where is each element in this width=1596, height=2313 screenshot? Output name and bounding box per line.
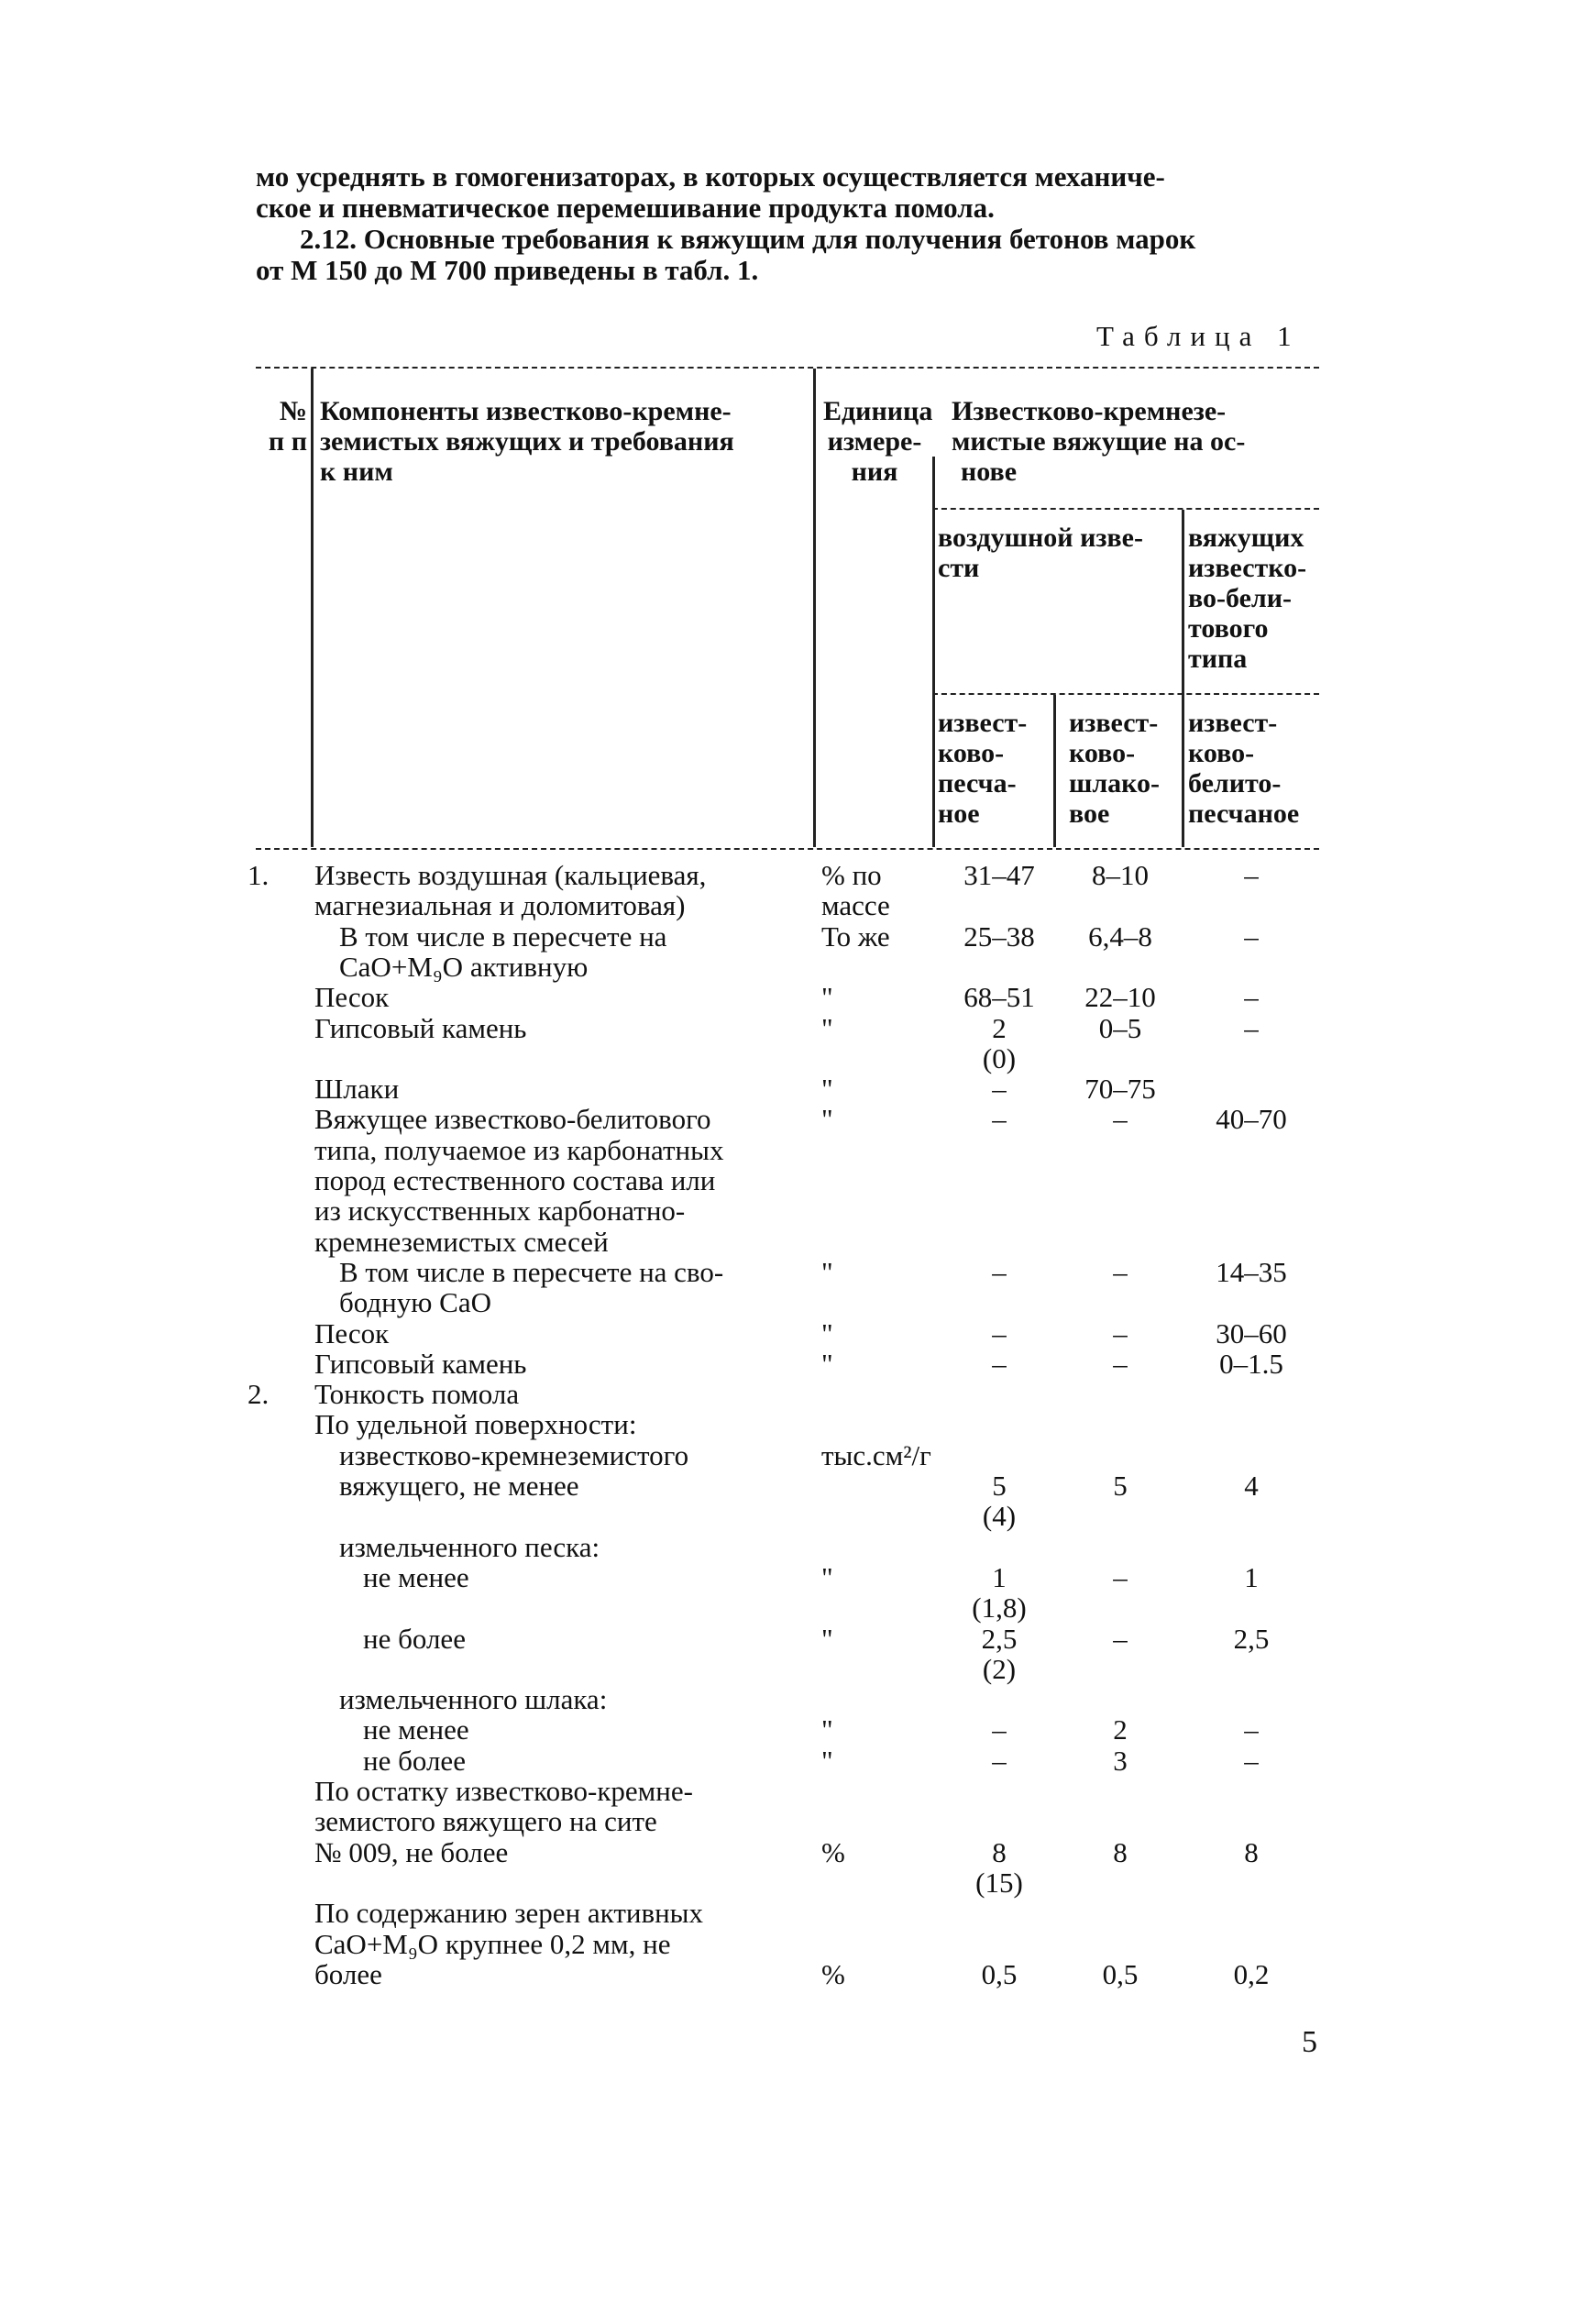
- row-unit: ": [821, 1347, 833, 1380]
- header-unit: Единица измере- ния: [823, 396, 933, 487]
- row-value-belite: 8: [1244, 1835, 1259, 1868]
- table-row: [0, 1379, 1596, 1410]
- row-component: Песок: [314, 1316, 390, 1349]
- row-component: земистого вяжущего на сите: [314, 1805, 657, 1838]
- intro-line-2: ское и пневматическое перемешивание продукта помола.: [256, 192, 995, 224]
- table-row: [0, 1806, 1596, 1837]
- row-value-belite: –: [1244, 859, 1259, 891]
- row-unit: массе: [821, 889, 890, 922]
- table-row: [0, 1409, 1596, 1440]
- table-row: [0, 1013, 1596, 1044]
- table-row: [0, 1501, 1596, 1532]
- row-component: не менее: [363, 1713, 469, 1746]
- row-component: более: [314, 1957, 382, 1990]
- row-unit: ": [821, 1713, 833, 1746]
- row-unit: ": [821, 1011, 833, 1044]
- row-value-slag: 0–5: [1098, 1011, 1142, 1044]
- row-value-sand: –: [992, 1103, 1007, 1136]
- table-row: [0, 1165, 1596, 1196]
- table-row: [0, 1837, 1596, 1868]
- row-value-sand: 68–51: [963, 981, 1035, 1014]
- table-row: [0, 1532, 1596, 1563]
- row-component: CaO+M₉O активную: [339, 950, 589, 983]
- table-row: [0, 1714, 1596, 1746]
- row-component: Шлаки: [314, 1073, 400, 1106]
- intro-line-3: 2.12. Основные требования к вяжущим для получения бетонов марок: [300, 223, 1196, 255]
- row-value-sand: –: [992, 1347, 1007, 1380]
- row-component: Вяжущее известково-белитового: [314, 1103, 711, 1136]
- row-value-sand: 2: [992, 1011, 1007, 1044]
- subgroup-rule: [932, 693, 1319, 695]
- table-row: [0, 1776, 1596, 1807]
- row-value-sand: (1,8): [972, 1592, 1027, 1625]
- table-row: [0, 1562, 1596, 1593]
- table-row: [0, 1257, 1596, 1288]
- row-component: магнезиальная и доломитовая): [314, 889, 686, 922]
- intro-line-1: мо усреднять в гомогенизаторах, в которых осуществляется механиче-: [256, 160, 1165, 193]
- row-value-slag: 70–75: [1084, 1073, 1156, 1106]
- row-unit: ": [821, 1316, 833, 1349]
- row-value-slag: 8–10: [1092, 859, 1149, 891]
- row-value-belite: –: [1244, 920, 1259, 953]
- row-value-sand: 0,5: [981, 1957, 1018, 1990]
- row-value-slag: –: [1113, 1560, 1128, 1593]
- row-value-sand: (2): [982, 1652, 1017, 1685]
- header-bottom-rule: [256, 848, 1319, 850]
- row-component: По остатку известково-кремне-: [314, 1775, 693, 1807]
- table-row: [0, 1104, 1596, 1135]
- row-value-slag: –: [1113, 1316, 1128, 1349]
- row-value-belite: –: [1244, 1713, 1259, 1746]
- table-row: [0, 1195, 1596, 1227]
- row-unit: %: [821, 1835, 845, 1868]
- row-component: Известь воздушная (кальциевая,: [314, 859, 707, 891]
- row-value-belite: 30–60: [1216, 1316, 1287, 1349]
- table-row: [0, 1440, 1596, 1471]
- row-value-belite: 0,2: [1233, 1957, 1270, 1990]
- table-row: [0, 1746, 1596, 1777]
- row-component: По содержанию зерен активных: [314, 1897, 704, 1930]
- row-value-belite: 1: [1244, 1560, 1259, 1593]
- row-component: измельченного шлака:: [339, 1683, 608, 1716]
- row-value-sand: 31–47: [963, 859, 1035, 891]
- binders-rule: [932, 508, 1319, 510]
- table-row: [0, 1684, 1596, 1715]
- table-row: [0, 1654, 1596, 1685]
- row-unit: ": [821, 1744, 833, 1777]
- row-value-slag: –: [1113, 1347, 1128, 1380]
- table-row: [0, 860, 1596, 891]
- header-col2: извест- ково- шлако- вое: [1069, 708, 1161, 829]
- row-component: типа, получаемое из карбонатных: [314, 1133, 724, 1166]
- row-value-sand: –: [992, 1073, 1007, 1106]
- col-divider-airlime: [1182, 510, 1184, 847]
- row-component: вяжущего, не менее: [339, 1470, 579, 1502]
- row-component: известково-кремнеземистого: [339, 1438, 689, 1471]
- row-value-belite: 4: [1244, 1470, 1259, 1502]
- col-divider-v1: [1053, 695, 1056, 847]
- row-component: По удельной поверхности:: [314, 1408, 637, 1441]
- table-row: [0, 1867, 1596, 1899]
- row-unit: ": [821, 1073, 833, 1106]
- table-row: [0, 1470, 1596, 1502]
- row-value-belite: 14–35: [1216, 1255, 1287, 1288]
- row-unit: ": [821, 1622, 833, 1655]
- table-row: [0, 921, 1596, 953]
- table-row: [0, 952, 1596, 983]
- table-row: [0, 1227, 1596, 1258]
- row-component: Гипсовый камень: [314, 1011, 527, 1044]
- row-component: измельченного песка:: [339, 1530, 600, 1563]
- row-component: не менее: [363, 1560, 469, 1593]
- row-value-slag: 0,5: [1102, 1957, 1139, 1990]
- header-binders: Известково-кремнезе- мистые вяжущие на ос- нове: [952, 396, 1246, 487]
- row-unit: ": [821, 1103, 833, 1136]
- row-value-slag: –: [1113, 1255, 1128, 1288]
- row-unit: % по: [821, 859, 882, 891]
- row-value-sand: (0): [982, 1041, 1017, 1074]
- table-row: [0, 982, 1596, 1013]
- row-component: бодную CaO: [339, 1286, 491, 1319]
- row-value-belite: 0–1.5: [1219, 1347, 1283, 1380]
- row-component: Песок: [314, 981, 390, 1014]
- table-row: [0, 1349, 1596, 1380]
- row-value-belite: 2,5: [1233, 1622, 1270, 1655]
- row-component: В том числе в пересчете на сво-: [339, 1255, 724, 1288]
- col-divider-unit: [932, 457, 935, 847]
- table-row: [0, 890, 1596, 921]
- row-value-sand: 1: [992, 1560, 1007, 1593]
- col-divider-no: [311, 369, 314, 847]
- row-component: CaO+M₉O крупнее 0,2 мм, не: [314, 1927, 671, 1960]
- row-unit: То же: [821, 920, 890, 953]
- header-col1: извест- ково- песча- ное: [938, 708, 1028, 829]
- table-row: [0, 1929, 1596, 1960]
- row-component: № 009, не более: [314, 1835, 509, 1868]
- table-row: [0, 1287, 1596, 1318]
- row-value-slag: 5: [1113, 1470, 1128, 1502]
- row-value-sand: (15): [975, 1866, 1023, 1899]
- row-value-belite: –: [1244, 1011, 1259, 1044]
- row-component: пород естественного состава или: [314, 1164, 716, 1196]
- row-value-sand: 8: [992, 1835, 1007, 1868]
- row-value-belite: –: [1244, 981, 1259, 1014]
- row-number: 2.: [248, 1378, 270, 1411]
- header-col3: извест- ково- белито- песчаное: [1188, 708, 1300, 829]
- row-value-sand: 2,5: [981, 1622, 1018, 1655]
- row-unit: ": [821, 1255, 833, 1288]
- row-value-slag: 8: [1113, 1835, 1128, 1868]
- row-value-slag: 2: [1113, 1713, 1128, 1746]
- row-value-belite: –: [1244, 1744, 1259, 1777]
- row-value-slag: 22–10: [1084, 981, 1156, 1014]
- table-row: [0, 1074, 1596, 1105]
- page-number: 5: [1302, 2025, 1317, 2059]
- row-value-slag: 3: [1113, 1744, 1128, 1777]
- row-unit: тыс.см²/г: [821, 1438, 931, 1471]
- row-value-sand: 25–38: [963, 920, 1035, 953]
- row-value-belite: 40–70: [1216, 1103, 1287, 1136]
- col-divider-components: [813, 369, 816, 847]
- table-row: [0, 1043, 1596, 1074]
- table-row: [0, 1135, 1596, 1166]
- row-component: В том числе в пересчете на: [339, 920, 667, 953]
- row-component: не более: [363, 1622, 466, 1655]
- row-value-sand: –: [992, 1255, 1007, 1288]
- row-component: из искусственных карбонатно-: [314, 1195, 686, 1228]
- table-row: [0, 1318, 1596, 1349]
- header-components: Компоненты известково-кремне- земистых вяжущих и требования к ним: [320, 396, 734, 487]
- row-unit: ": [821, 981, 833, 1014]
- table-row: [0, 1592, 1596, 1624]
- table-top-rule: [256, 367, 1319, 369]
- row-value-sand: (4): [982, 1500, 1017, 1533]
- row-value-sand: –: [992, 1316, 1007, 1349]
- row-component: Тонкость помола: [314, 1378, 520, 1411]
- header-no: № п п: [268, 396, 307, 457]
- row-component: кремнеземистых смесей: [314, 1225, 609, 1258]
- row-value-sand: –: [992, 1713, 1007, 1746]
- row-unit: ": [821, 1560, 833, 1593]
- table-row: [0, 1898, 1596, 1929]
- row-value-slag: –: [1113, 1103, 1128, 1136]
- table-row: [0, 1959, 1596, 1990]
- row-number: 1.: [248, 859, 270, 891]
- intro-line-4: от М 150 до М 700 приведены в табл. 1.: [256, 254, 759, 286]
- row-component: не более: [363, 1744, 466, 1777]
- row-component: Гипсовый камень: [314, 1347, 527, 1380]
- intro-paragraph: [256, 161, 1337, 286]
- row-value-sand: 5: [992, 1470, 1007, 1502]
- header-belite: вяжущих известко- во-бели- тового типа: [1188, 523, 1307, 674]
- row-value-slag: 6,4–8: [1088, 920, 1152, 953]
- table-row: [0, 1624, 1596, 1655]
- table-caption: Таблица 1: [1096, 320, 1301, 352]
- row-unit: %: [821, 1957, 845, 1990]
- row-value-sand: –: [992, 1744, 1007, 1777]
- row-value-slag: –: [1113, 1622, 1128, 1655]
- header-air-lime: воздушной изве- сти: [938, 523, 1143, 583]
